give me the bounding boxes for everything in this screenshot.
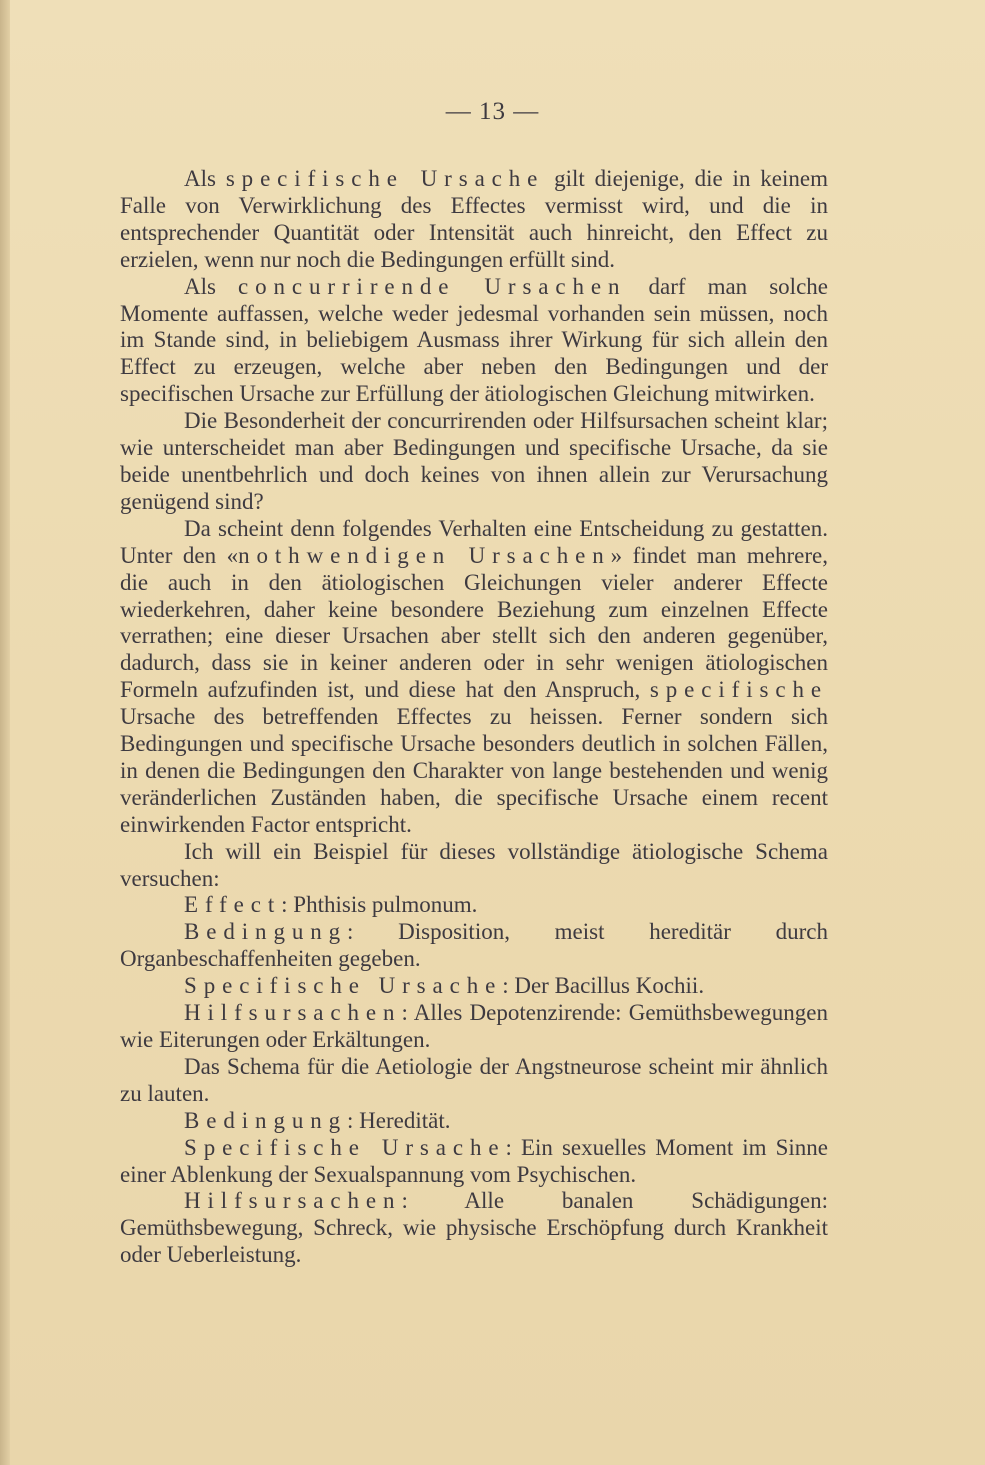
schema-effect: Effect: Phthisis pulmonum. xyxy=(184,892,478,918)
paragraph-distinction-question: Die Besonderheit der concurrirenden oder Hilfsursachen scheint klar; wie unterscheidet man aber Bedingungen und specifische Ursache, da sie beide unentbehrlich und doch keines von ihnen allein zur Verursachung genügend sind? xyxy=(120,408,828,514)
paragraph-concurrent-causes: Als concurrirende Ursachen darf man solche Momente auffassen, welche weder jedesmal vorhanden sein müssen, noch im Stande sind, in beliebigem Ausmass ihrer Wirkung für sich allein den Effect zu erzeugen, welche aber neben den Bedingungen und der specifischen Ursache zur Erfüllung der ätiologischen Gleichung mitwirken. xyxy=(120,273,828,407)
paragraph-example-intro: Ich will ein Beispiel für dieses vollständige ätiologische Schema versuchen: xyxy=(120,838,828,891)
schema-condition: Bedingung: Disposition, meist hereditär durch Organbeschaffenheiten gegeben. xyxy=(120,919,828,972)
schema-auxiliary-causes: Hilfsursachen: Alles Depotenzirende: Gemüthsbewegungen wie Eiterungen oder Erkältungen. xyxy=(120,1000,828,1052)
page-number: — 13 — xyxy=(445,98,540,125)
body-text xyxy=(120,166,828,1269)
page-binding-edge xyxy=(0,0,10,1465)
paragraph-necessary-causes: Da scheint denn folgendes Verhalten eine Entscheidung zu gestatten. Unter den «nothwendigen Ursachen» findet man mehrere, die auch in den ätiologischen Gleichungen vieler anderer Effecte wiederkehren, daher keine besondere Beziehung zum einzelnen Effecte verrathen; eine dieser Ursachen aber stellt sich den anderen gegenüber, dadurch, dass sie in keiner anderen oder in sehr wenigen ätiologischen Formeln aufzufinden ist, und diese hat den Anspruch, specifische Ursache des betreffenden Effectes zu heissen. Ferner sondern sich Bedingungen und specifische Ursache besonders deutlich in solchen Fällen, in denen die Bedingungen den Charakter von lange bestehenden und wenig veränderlichen Zuständen haben, die specifische Ursache einem recent einwirkenden Factor entspricht. xyxy=(120,515,828,837)
anxiety-schema-specific-cause: Specifische Ursache: Ein sexuelles Moment im Sinne einer Ablenkung der Sexualspannung vom Psychischen. xyxy=(120,1134,828,1187)
anxiety-schema-auxiliary-causes: Hilfsursachen: Alle banalen Schädigungen: Gemüthsbewegung, Schreck, wie physische Erschöpfung durch Krankheit oder Ueberleistung. xyxy=(120,1188,828,1268)
paragraph-specific-cause: Als specifische Ursache gilt diejenige, die in keinem Falle von Verwirklichung des Effectes vermisst wird, und die in entsprechender Quantität oder Intensität auch hinreicht, den Effect zu erzielen, wenn nur noch die Bedingungen erfüllt sind. xyxy=(120,166,828,272)
anxiety-schema-condition: Bedingung: Heredität. xyxy=(184,1107,451,1133)
paragraph-anxiety-schema-intro: Das Schema für die Aetiologie der Angstneurose scheint mir ähnlich zu lauten. xyxy=(120,1053,828,1106)
schema-specific-cause: Specifische Ursache: Der Bacillus Kochii. xyxy=(184,973,705,999)
